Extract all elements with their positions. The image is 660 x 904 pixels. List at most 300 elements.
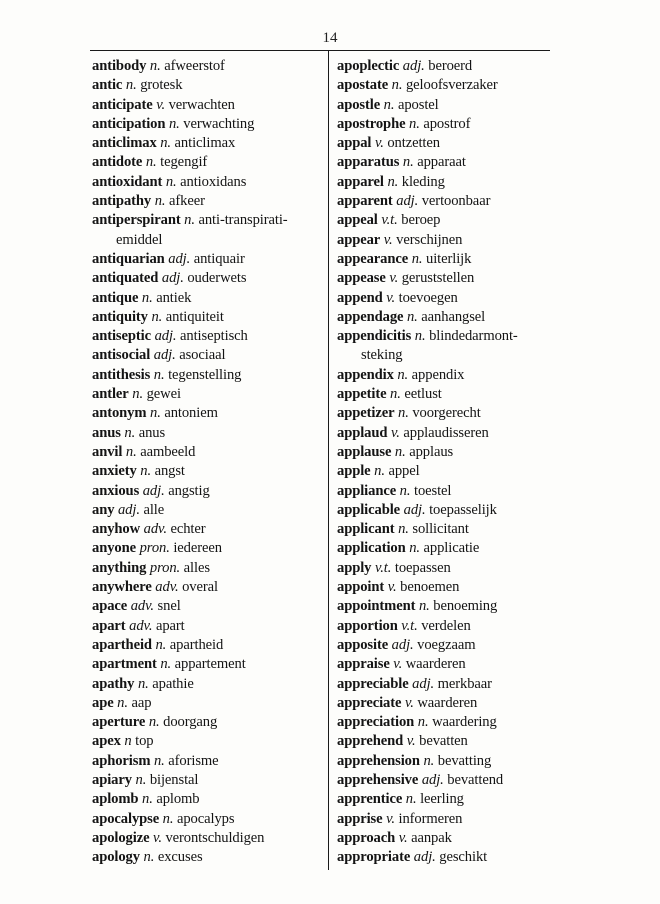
dictionary-entry xyxy=(337,134,553,153)
part-of-speech: n. xyxy=(390,386,401,403)
translation: informeren xyxy=(398,810,463,827)
translation: waarderen xyxy=(405,656,466,673)
headword: apoplectic xyxy=(337,58,400,74)
part-of-speech: n. xyxy=(153,366,165,383)
dictionary-entry xyxy=(337,250,553,269)
dictionary-entry xyxy=(92,57,322,76)
headword: apposite xyxy=(337,636,389,653)
translation: anus xyxy=(138,424,166,441)
dictionary-entry xyxy=(92,636,322,655)
headword: antic xyxy=(92,77,123,94)
translation: applaudisseren xyxy=(403,424,489,441)
translation: voorgerecht xyxy=(412,405,481,422)
dictionary-entry xyxy=(92,771,322,790)
translation: leerling xyxy=(420,791,464,808)
part-of-speech: v. xyxy=(386,289,396,306)
dictionary-entry xyxy=(92,810,322,829)
part-of-speech: n. xyxy=(402,154,414,171)
translation: waarderen xyxy=(417,694,478,711)
part-of-speech: v. xyxy=(153,829,162,846)
dictionary-entry xyxy=(92,501,322,520)
translation: beroerd xyxy=(428,58,473,74)
translation: geschikt xyxy=(439,849,488,866)
part-of-speech: n. xyxy=(405,791,417,808)
part-of-speech: n. xyxy=(160,656,172,673)
part-of-speech: n. xyxy=(145,154,157,171)
translation: aforisme xyxy=(168,752,219,769)
headword: apart xyxy=(92,617,126,634)
dictionary-entry xyxy=(92,752,322,771)
headword: apostate xyxy=(337,77,389,94)
dictionary-entry xyxy=(337,597,553,616)
part-of-speech: n. xyxy=(137,675,149,692)
headword: anything xyxy=(92,559,147,576)
part-of-speech: adv. xyxy=(129,617,153,634)
translation: voegzaam xyxy=(417,636,476,653)
dictionary-entry xyxy=(92,76,322,95)
part-of-speech: n. xyxy=(383,96,395,113)
part-of-speech: v. xyxy=(156,96,166,113)
part-of-speech: n. xyxy=(151,308,163,325)
dictionary-entry xyxy=(337,752,553,771)
headword: appreciable xyxy=(337,675,409,692)
headword: ape xyxy=(92,694,114,711)
part-of-speech: adj. xyxy=(403,501,426,518)
dictionary-entry xyxy=(337,366,553,385)
headword: apple xyxy=(337,463,371,480)
part-of-speech: adj. xyxy=(402,58,425,74)
headword: apace xyxy=(92,598,128,615)
part-of-speech: v. xyxy=(390,424,400,441)
headword: anyone xyxy=(92,540,137,557)
part-of-speech: n. xyxy=(165,173,177,190)
headword: antibody xyxy=(92,58,147,74)
dictionary-entry xyxy=(92,96,322,115)
translation: angst xyxy=(154,463,185,480)
headword: antique xyxy=(92,289,139,306)
part-of-speech: n. xyxy=(423,752,435,769)
part-of-speech: pron. xyxy=(139,540,170,557)
headword: appreciation xyxy=(337,714,415,731)
translation: doorgang xyxy=(163,714,218,731)
translation: ouderwets xyxy=(187,270,247,287)
translation: antioxidans xyxy=(180,173,247,190)
dictionary-entry xyxy=(337,732,553,751)
part-of-speech: adj. xyxy=(413,849,436,866)
dictionary-entry xyxy=(92,424,322,443)
dictionary-entry xyxy=(337,308,553,327)
dictionary-entry xyxy=(337,559,553,578)
headword: antonym xyxy=(92,405,147,422)
headword: append xyxy=(337,289,383,306)
translation: grotesk xyxy=(140,77,183,94)
headword: apprehensive xyxy=(337,771,419,788)
translation: benoemen xyxy=(400,579,460,596)
dictionary-entry xyxy=(92,443,322,462)
headword: apprehend xyxy=(337,733,404,750)
dictionary-entry xyxy=(92,520,322,539)
headword: apparel xyxy=(337,173,384,190)
translation: ontzetten xyxy=(387,135,440,152)
dictionary-entry xyxy=(92,289,322,308)
translation: appartement xyxy=(174,656,246,673)
dictionary-entry xyxy=(337,443,553,462)
dictionary-entry xyxy=(337,829,553,848)
part-of-speech: n. xyxy=(391,77,403,94)
part-of-speech: n. xyxy=(141,289,153,306)
headword: appendage xyxy=(337,308,404,325)
translation: blindedarmont- xyxy=(429,328,518,345)
headword: aphorism xyxy=(92,752,151,769)
part-of-speech: v. xyxy=(383,231,393,248)
headword: antler xyxy=(92,386,129,403)
dictionary-entry xyxy=(337,790,553,809)
dictionary-entry xyxy=(92,269,322,288)
part-of-speech: adv. xyxy=(130,598,154,615)
part-of-speech: n. xyxy=(406,308,418,325)
headword: apex xyxy=(92,733,121,750)
headword: aperture xyxy=(92,714,146,731)
header-rule xyxy=(90,50,550,51)
headword: aplomb xyxy=(92,791,139,808)
headword: anvil xyxy=(92,443,123,460)
column-divider xyxy=(328,50,329,870)
headword: antiperspirant xyxy=(92,212,181,229)
headword: anticlimax xyxy=(92,135,157,152)
headword: antisocial xyxy=(92,347,151,364)
headword: applaud xyxy=(337,424,388,441)
dictionary-entry xyxy=(92,366,322,385)
translation: verschijnen xyxy=(396,231,463,248)
translation: uiterlijk xyxy=(426,250,472,267)
headword: appliance xyxy=(337,482,397,499)
part-of-speech: n. xyxy=(154,193,166,210)
translation: angstig xyxy=(168,482,210,499)
dictionary-entry xyxy=(92,482,322,501)
dictionary-entry xyxy=(92,173,322,192)
dictionary-entry xyxy=(337,848,553,867)
headword: apiary xyxy=(92,771,132,788)
translation: aplomb xyxy=(156,791,200,808)
headword: anxious xyxy=(92,482,140,499)
headword: apprehension xyxy=(337,752,420,769)
headword: appease xyxy=(337,270,386,287)
part-of-speech: n. xyxy=(411,250,423,267)
translation: antoniem xyxy=(164,405,218,422)
dictionary-entry xyxy=(337,269,553,288)
translation-continuation: steking xyxy=(361,347,403,364)
headword: any xyxy=(92,501,115,518)
translation: asociaal xyxy=(179,347,226,364)
headword: anticipation xyxy=(92,115,166,132)
headword: apartheid xyxy=(92,636,152,653)
headword: apartment xyxy=(92,656,157,673)
headword: application xyxy=(337,540,406,557)
dictionary-entry xyxy=(92,539,322,558)
part-of-speech: v. xyxy=(393,656,403,673)
part-of-speech: n. xyxy=(132,386,143,403)
part-of-speech: n xyxy=(124,733,132,750)
translation: aap xyxy=(131,694,152,711)
translation: bevattend xyxy=(447,771,504,788)
part-of-speech: n. xyxy=(417,714,429,731)
part-of-speech: n. xyxy=(153,752,165,769)
part-of-speech: n. xyxy=(142,791,153,808)
headword: antiquity xyxy=(92,308,148,325)
headword: anus xyxy=(92,424,121,441)
part-of-speech: n. xyxy=(135,771,147,788)
dictionary-entry xyxy=(337,578,553,597)
translation: apostel xyxy=(397,96,439,113)
dictionary-entry xyxy=(337,57,553,76)
dictionary-entry xyxy=(92,694,322,713)
translation: overal xyxy=(182,579,218,596)
part-of-speech: v. xyxy=(406,733,416,750)
dictionary-entry xyxy=(337,694,553,713)
part-of-speech: adj. xyxy=(154,328,177,345)
part-of-speech: n. xyxy=(148,714,160,731)
part-of-speech: v. xyxy=(389,270,399,287)
part-of-speech: v.t. xyxy=(401,617,418,634)
dictionary-entry xyxy=(337,617,553,636)
headword: antiquated xyxy=(92,270,159,287)
translation: antiquiteit xyxy=(165,308,224,325)
dictionary-entry xyxy=(92,250,322,269)
headword: apostle xyxy=(337,96,381,113)
dictionary-entry xyxy=(337,482,553,501)
part-of-speech: n. xyxy=(162,810,174,827)
dictionary-entry xyxy=(337,636,553,655)
left-column xyxy=(92,57,322,867)
translation: bevatten xyxy=(419,733,468,750)
headword: anticipate xyxy=(92,96,153,113)
translation: toepassen xyxy=(394,559,451,576)
dictionary-entry xyxy=(92,308,322,327)
part-of-speech: v.t. xyxy=(374,559,392,576)
headword: antipathy xyxy=(92,193,152,210)
headword: apostrophe xyxy=(337,115,406,132)
translation: anti-transpirati- xyxy=(198,212,288,229)
dictionary-entry xyxy=(337,211,553,230)
part-of-speech: n. xyxy=(409,115,420,132)
translation: antiseptisch xyxy=(180,328,248,345)
dictionary-entry xyxy=(337,385,553,404)
part-of-speech: v. xyxy=(404,694,414,711)
dictionary-entry xyxy=(337,96,553,115)
dictionary-entry xyxy=(337,192,553,211)
headword: approach xyxy=(337,829,396,846)
translation: tegenstelling xyxy=(168,366,242,383)
headword: appoint xyxy=(337,579,385,596)
dictionary-entry xyxy=(92,153,322,172)
part-of-speech: n. xyxy=(150,405,161,422)
translation: afkeer xyxy=(169,193,205,210)
part-of-speech: n. xyxy=(184,212,195,229)
part-of-speech: n. xyxy=(414,328,426,345)
dictionary-entry xyxy=(92,559,322,578)
translation: aambeeld xyxy=(140,443,196,460)
headword: appendix xyxy=(337,366,394,383)
dictionary-entry xyxy=(337,713,553,732)
translation: toevoegen xyxy=(398,289,458,306)
part-of-speech: n. xyxy=(409,540,420,557)
translation: apathie xyxy=(152,675,194,692)
translation: vertoonbaar xyxy=(421,193,491,210)
headword: antiquarian xyxy=(92,250,165,267)
headword: appetite xyxy=(337,386,387,403)
dictionary-entry xyxy=(92,732,322,751)
dictionary-entry xyxy=(337,231,553,250)
headword: appearance xyxy=(337,250,409,267)
translation: appendix xyxy=(411,366,465,383)
translation: antiquair xyxy=(193,250,245,267)
headword: apprise xyxy=(337,810,383,827)
translation: alles xyxy=(183,559,210,576)
headword: antidote xyxy=(92,154,143,171)
headword: applicant xyxy=(337,521,395,538)
translation: applicatie xyxy=(423,540,480,557)
dictionary-entry xyxy=(337,76,553,95)
dictionary-entry xyxy=(92,578,322,597)
part-of-speech: pron. xyxy=(149,559,181,576)
headword: appointment xyxy=(337,598,416,615)
translation: iedereen xyxy=(173,540,222,557)
part-of-speech: n. xyxy=(149,58,161,74)
dictionary-entry xyxy=(337,424,553,443)
dictionary-entry xyxy=(337,404,553,423)
dictionary-entry xyxy=(92,346,322,365)
translation-continuation: emiddel xyxy=(116,231,163,248)
headword: appraise xyxy=(337,656,390,673)
part-of-speech: n. xyxy=(125,77,137,94)
dictionary-entry xyxy=(337,173,553,192)
translation: apparaat xyxy=(417,154,466,171)
translation: merkbaar xyxy=(437,675,492,692)
part-of-speech: n. xyxy=(398,405,409,422)
headword: apportion xyxy=(337,617,398,634)
dictionary-entry xyxy=(92,713,322,732)
headword: anxiety xyxy=(92,463,137,480)
translation: appel xyxy=(388,463,420,480)
part-of-speech: n. xyxy=(140,463,152,480)
headword: apology xyxy=(92,849,140,866)
dictionary-entry xyxy=(337,462,553,481)
translation: anticlimax xyxy=(174,135,236,152)
headword: apocalypse xyxy=(92,810,160,827)
part-of-speech: v. xyxy=(386,810,395,827)
translation: geloofsverzaker xyxy=(405,77,498,94)
translation: applaus xyxy=(409,443,454,460)
translation: bevatting xyxy=(437,752,492,769)
translation: waardering xyxy=(432,714,497,731)
translation: apartheid xyxy=(169,636,224,653)
headword: appeal xyxy=(337,212,378,229)
translation: afweerstof xyxy=(164,58,225,74)
headword: anywhere xyxy=(92,579,152,596)
part-of-speech: n. xyxy=(155,636,167,653)
translation: sollicitant xyxy=(412,521,469,538)
headword: appreciate xyxy=(337,694,402,711)
right-column xyxy=(337,57,553,867)
translation: geruststellen xyxy=(401,270,475,287)
translation: kleding xyxy=(401,173,445,190)
translation: verdelen xyxy=(421,617,471,634)
dictionary-entry xyxy=(337,289,553,308)
part-of-speech: n. xyxy=(117,694,128,711)
headword: anyhow xyxy=(92,521,141,538)
part-of-speech: n. xyxy=(418,598,430,615)
page-number: 14 xyxy=(322,30,338,46)
translation: gewei xyxy=(146,386,181,403)
part-of-speech: adj. xyxy=(117,501,140,518)
part-of-speech: adj. xyxy=(161,270,184,287)
dictionary-entry xyxy=(337,655,553,674)
headword: apologize xyxy=(92,829,150,846)
part-of-speech: v. xyxy=(374,135,384,152)
translation: antiek xyxy=(156,289,192,306)
part-of-speech: n. xyxy=(125,443,137,460)
part-of-speech: n. xyxy=(399,482,411,499)
translation: bijenstal xyxy=(149,771,199,788)
translation: snel xyxy=(157,598,181,615)
headword: antiseptic xyxy=(92,328,151,345)
dictionary-entry xyxy=(337,771,553,790)
dictionary-entry xyxy=(337,675,553,694)
translation: verwachten xyxy=(168,96,235,113)
dictionary-entry xyxy=(92,655,322,674)
dictionary-entry xyxy=(337,327,553,366)
headword: apparatus xyxy=(337,154,400,171)
headword: appear xyxy=(337,231,381,248)
headword: applause xyxy=(337,443,392,460)
translation: beroep xyxy=(401,212,441,229)
part-of-speech: adj. xyxy=(421,771,444,788)
translation: verontschuldigen xyxy=(165,829,265,846)
dictionary-entry xyxy=(337,115,553,134)
headword: antioxidant xyxy=(92,173,163,190)
dictionary-entry xyxy=(92,790,322,809)
translation: apocalyps xyxy=(176,810,235,827)
dictionary-entry xyxy=(92,829,322,848)
dictionary-entry xyxy=(92,327,322,346)
dictionary-entry xyxy=(92,134,322,153)
part-of-speech: n. xyxy=(124,424,136,441)
headword: apparent xyxy=(337,193,393,210)
dictionary-entry xyxy=(92,675,322,694)
translation: apart xyxy=(155,617,185,634)
dictionary-entry xyxy=(92,211,322,250)
translation: verwachting xyxy=(183,115,255,132)
dictionary-entry xyxy=(92,115,322,134)
dictionary-entry xyxy=(337,520,553,539)
part-of-speech: adj. xyxy=(412,675,435,692)
part-of-speech: n. xyxy=(168,115,180,132)
part-of-speech: adj. xyxy=(391,636,414,653)
dictionary-entry xyxy=(92,617,322,636)
dictionary-entry xyxy=(337,539,553,558)
part-of-speech: v. xyxy=(398,829,408,846)
translation: toepasselijk xyxy=(429,501,497,518)
translation: aanhangsel xyxy=(421,308,486,325)
headword: appal xyxy=(337,135,372,152)
part-of-speech: v.t. xyxy=(381,212,398,229)
headword: apathy xyxy=(92,675,135,692)
headword: apprentice xyxy=(337,791,403,808)
headword: appendicitis xyxy=(337,328,412,345)
part-of-speech: adv. xyxy=(143,521,167,538)
translation: aanpak xyxy=(411,829,452,846)
headword: apply xyxy=(337,559,372,576)
